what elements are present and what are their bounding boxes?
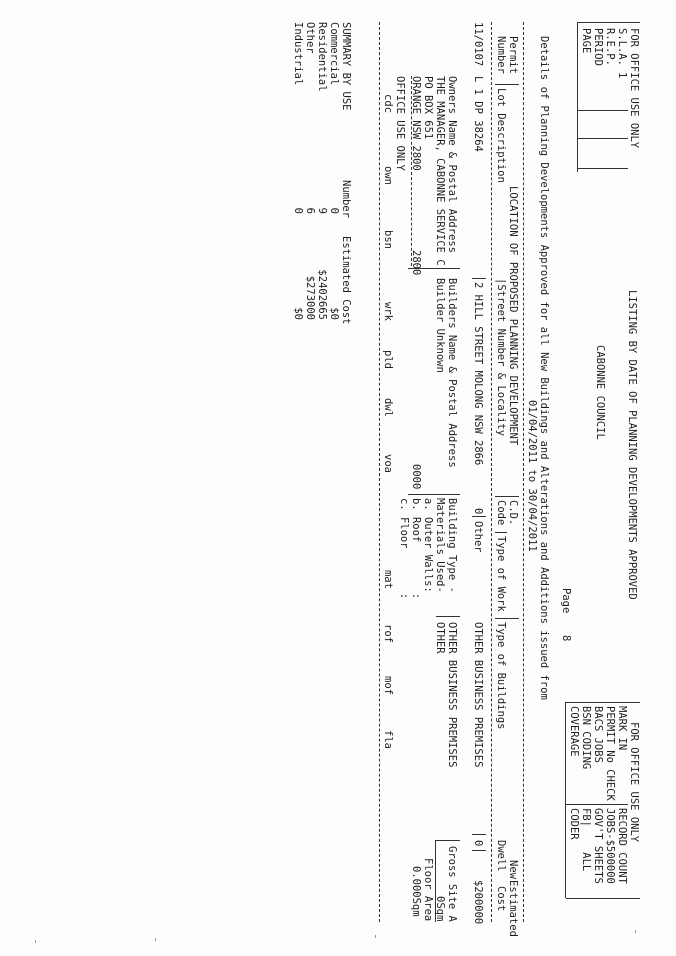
- scan-speck: [375, 935, 376, 938]
- summary-title: SUMMARY BY USE: [340, 22, 352, 111]
- office-code: fla: [382, 730, 394, 749]
- office-right-label: MARK IN: [616, 706, 628, 751]
- materials-line: Materials Used-: [434, 498, 446, 593]
- record-work: Other: [472, 521, 484, 553]
- gross-site-value: 0Sqm: [434, 896, 446, 922]
- summary-col-number: Number: [340, 180, 352, 218]
- col-sep: [436, 616, 460, 617]
- col-location-1: LOCATION OF PROPOSED PLANNING DEVELOPMENT: [507, 186, 519, 446]
- scan-speck: [635, 930, 636, 933]
- materials-building-type: OTHER BUSINESS PREMISES: [446, 622, 458, 768]
- office-code: rof: [382, 624, 394, 643]
- owner-line: ORANGE NSW 2800: [410, 76, 422, 171]
- office-left-sla-marker: 1: [616, 72, 628, 79]
- builder-code: 0000: [410, 464, 422, 490]
- col-est-1: Estimated: [507, 880, 519, 937]
- office-left-field-sla: S.L.A.: [616, 28, 628, 66]
- office-box-col: [578, 110, 628, 111]
- col-cd-1: C.D.: [507, 500, 519, 526]
- office-code: bsn: [382, 230, 394, 249]
- summary-cost: $0: [292, 307, 304, 320]
- summary-number: 0: [328, 207, 340, 214]
- office-code: pld: [382, 350, 394, 369]
- col-location-2: |Street Number & Locality: [495, 278, 507, 437]
- summary-col-cost: Estimated Cost: [340, 236, 352, 325]
- record-address: 2 HILL STREET MOLONG NSW 2866: [472, 282, 484, 466]
- summary-cost: $0: [328, 307, 340, 320]
- col-permit-2: Number: [495, 36, 507, 74]
- col-type-work: Type of Work: [495, 536, 507, 612]
- office-code: voa: [382, 454, 394, 473]
- office-left-field-page: PAGE: [580, 28, 592, 54]
- record-building: OTHER BUSINESS PREMISES: [472, 622, 484, 768]
- builder-header: Builders Name & Postal Address: [446, 278, 458, 468]
- materials-line: c. Floor :: [398, 498, 410, 600]
- office-right-value: FB| ALL: [580, 808, 592, 872]
- col-cd-2: Code: [495, 500, 507, 526]
- office-code: dwl: [382, 398, 394, 417]
- office-code: cdc: [382, 94, 394, 113]
- office-right-label: BACS JOBS: [592, 706, 604, 763]
- col-sep: [472, 834, 486, 835]
- report-title: LISTING BY DATE OF PLANNING DEVELOPMENTS APPROVED: [626, 290, 638, 600]
- col-est-2: Cost: [495, 886, 507, 912]
- record-lot: L 1 DP 38264: [472, 76, 484, 152]
- office-codes-label: OFFICE USE ONLY: [394, 76, 406, 171]
- floor-area-value: 0.000Sqm: [410, 866, 422, 917]
- office-right-border: [566, 702, 640, 703]
- office-right-title: FOR OFFICE USE ONLY: [628, 722, 640, 843]
- owner-line: PO BOX 651: [422, 76, 434, 140]
- col-sep: [408, 494, 460, 495]
- materials-line: a. Outer Walls:: [422, 498, 434, 593]
- materials-line: b. Roof :: [410, 498, 422, 600]
- page-number: 8: [560, 635, 572, 642]
- record-cost: $200000: [472, 880, 484, 925]
- col-sep: [495, 496, 519, 497]
- col-type-buildings: Type of Buildings: [495, 622, 507, 730]
- office-left-field-rep: R.E.P.: [604, 28, 616, 66]
- col-new-1: New: [507, 860, 519, 879]
- owner-line: THE MANAGER, CABONNE SERVICE C: [434, 76, 446, 266]
- rule: [411, 76, 412, 266]
- owner-header: Owners Name & Postal Address: [446, 76, 458, 254]
- scan-speck: [155, 938, 156, 941]
- owner-code: 2800: [410, 250, 422, 276]
- summary-cost: $2402665: [316, 269, 328, 320]
- summary-use: Residential: [316, 22, 328, 92]
- page-label: Page: [560, 588, 572, 614]
- col-new-2: Dwell: [495, 840, 507, 872]
- office-box-bottom: [577, 22, 578, 172]
- office-left-field-period: PERIOD: [592, 28, 604, 66]
- summary-cost: $273000: [304, 275, 316, 320]
- office-box-col: [578, 138, 628, 139]
- gross-site-label: Gross Site A: [446, 846, 458, 922]
- col-sep: [495, 84, 519, 85]
- office-right-col: [566, 804, 628, 805]
- summary-number: 0: [292, 207, 304, 214]
- summary-use: Commercial: [328, 22, 340, 86]
- office-code: own: [382, 166, 394, 185]
- builder-line: Builder Unknown: [434, 278, 446, 373]
- rule: [491, 22, 492, 922]
- office-right-value: RECORD COUNT: [616, 808, 628, 884]
- col-sep: [472, 850, 486, 851]
- col-lot: Lot Description: [495, 88, 507, 183]
- col-sep: [495, 532, 507, 533]
- col-sep: [495, 618, 519, 619]
- office-box-border: [578, 22, 640, 23]
- details-line-2: 01/04/2011 to 30/04/2011: [526, 400, 538, 552]
- record-dwell: 0: [472, 840, 484, 847]
- office-right-value: GOV'T SHEETS: [592, 808, 604, 884]
- rule: [523, 22, 524, 922]
- summary-use: Industrial: [292, 22, 304, 86]
- summary-use: Other: [304, 22, 316, 54]
- office-right-label: COVERAGE: [568, 706, 580, 757]
- materials-type: OTHER: [434, 622, 446, 654]
- office-code: mat: [382, 570, 394, 589]
- office-right-border: [566, 898, 640, 899]
- col-sep: [472, 516, 486, 517]
- rule: [435, 840, 436, 922]
- col-sep: [472, 278, 486, 279]
- record-code: 0: [472, 508, 484, 515]
- office-left-title: FOR OFFICE USE ONLY: [628, 28, 640, 149]
- council-name: CABONNE COUNCIL: [594, 345, 606, 440]
- floor-area-label: Floor Area: [422, 858, 434, 922]
- office-right-value: CODER: [568, 808, 580, 840]
- office-right-label: PERMIT No CHECK: [604, 706, 616, 801]
- office-code: wrk: [382, 302, 394, 321]
- col-permit-1: Permit: [507, 36, 519, 74]
- col-sep: [436, 840, 460, 841]
- office-code: mof: [382, 676, 394, 695]
- summary-number: 6: [304, 207, 316, 214]
- rule: [379, 22, 380, 922]
- record-permit: 11/0107: [472, 22, 484, 67]
- materials-line: Building Type -: [446, 498, 458, 593]
- office-box-col: [578, 168, 628, 169]
- office-right-label: BSN CODING: [580, 706, 592, 770]
- col-sep: [408, 268, 460, 269]
- office-right-bottom: [565, 702, 566, 898]
- summary-number: 9: [316, 207, 328, 214]
- scan-speck: [35, 940, 36, 943]
- office-right-value: JOBS-$500000: [604, 808, 616, 884]
- details-line-1: Details of Planning Developments Approved for all New Buildings and Alterations and Additions issued from: [538, 36, 550, 700]
